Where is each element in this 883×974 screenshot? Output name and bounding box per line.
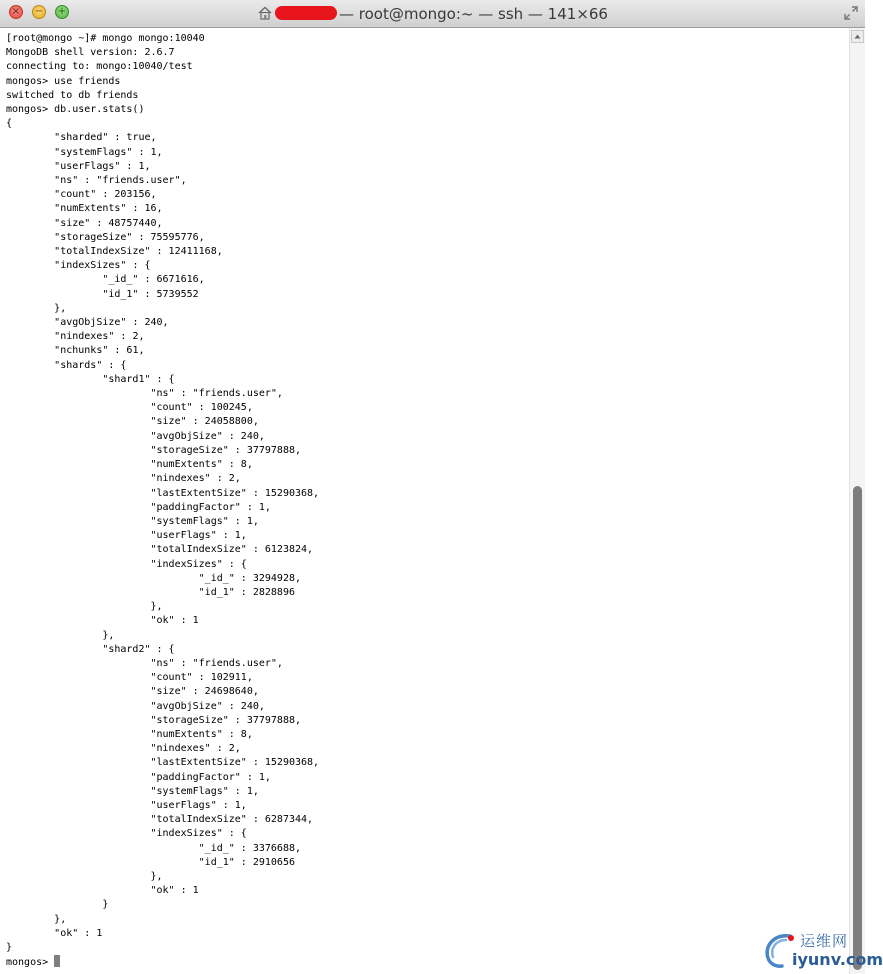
watermark xyxy=(760,928,883,972)
terminal-line: }, xyxy=(6,870,163,882)
vertical-scrollbar[interactable] xyxy=(849,28,865,974)
terminal-line: "_id_" : 6671616, xyxy=(6,274,205,286)
terminal-line: "userFlags" : 1, xyxy=(6,530,247,542)
terminal-line: "ok" : 1 xyxy=(6,885,199,897)
window-title xyxy=(0,0,865,28)
home-icon xyxy=(257,5,273,21)
terminal-line: "shards" : { xyxy=(6,359,127,371)
terminal-line: "storageSize" : 37797888, xyxy=(6,444,302,456)
terminal-lines xyxy=(6,33,319,953)
terminal-line: switched to db friends xyxy=(6,89,139,101)
terminal-line: "storageSize" : 37797888, xyxy=(6,714,302,726)
terminal-line: "size" : 24698640, xyxy=(6,686,259,698)
terminal-line: "numExtents" : 8, xyxy=(6,728,253,740)
terminal-line: "userFlags" : 1, xyxy=(6,160,151,172)
terminal-line: "indexSizes" : { xyxy=(6,260,151,272)
terminal-line: "avgObjSize" : 240, xyxy=(6,430,265,442)
zoom-icon: + xyxy=(57,6,67,17)
terminal-line: MongoDB shell version: 2.6.7 xyxy=(6,47,175,59)
scrollbar-thumb[interactable] xyxy=(853,486,862,970)
terminal-line: "shard2" : { xyxy=(6,643,175,655)
terminal-line: "userFlags" : 1, xyxy=(6,799,247,811)
terminal-line: "nindexes" : 2, xyxy=(6,743,241,755)
terminal-line: "sharded" : true, xyxy=(6,132,157,144)
terminal-line: "id_1" : 2828896 xyxy=(6,586,295,598)
watermark-bottom-text: iyunv.com xyxy=(792,950,883,969)
terminal-line: "totalIndexSize" : 6287344, xyxy=(6,814,314,826)
terminal-line: "indexSizes" : { xyxy=(6,828,247,840)
terminal-line: "id_1" : 2910656 xyxy=(6,856,295,868)
terminal-line: "ok" : 1 xyxy=(6,927,103,939)
terminal-line: mongos> use friends xyxy=(6,75,121,87)
terminal-line: "systemFlags" : 1, xyxy=(6,515,259,527)
terminal-line: } xyxy=(6,942,13,953)
terminal-line: "systemFlags" : 1, xyxy=(6,146,163,158)
terminal-line: "paddingFactor" : 1, xyxy=(6,771,271,783)
terminal-line: "avgObjSize" : 240, xyxy=(6,700,265,712)
watermark-top-text: 运维网 xyxy=(800,932,849,950)
terminal-line: "numExtents" : 8, xyxy=(6,459,253,471)
terminal-line: "shard1" : { xyxy=(6,373,175,385)
terminal-line: "systemFlags" : 1, xyxy=(6,785,259,797)
terminal-line: "count" : 203156, xyxy=(6,189,157,201)
terminal-line: "ok" : 1 xyxy=(6,615,199,627)
terminal-line: "nchunks" : 61, xyxy=(6,345,145,357)
terminal-line: connecting to: mongo:10040/test xyxy=(6,61,193,73)
minimize-icon: − xyxy=(34,6,44,17)
terminal-line: mongos> db.user.stats() xyxy=(6,104,145,116)
terminal-line: "nindexes" : 2, xyxy=(6,473,241,485)
terminal-line: "avgObjSize" : 240, xyxy=(6,317,169,329)
terminal-line: "_id_" : 3294928, xyxy=(6,572,302,584)
terminal-line: { xyxy=(6,118,13,130)
title-bar[interactable] xyxy=(0,0,865,28)
terminal-prompt: mongos> xyxy=(6,957,55,969)
scroll-up-arrow-icon[interactable] xyxy=(851,30,864,43)
terminal-line: [root@mongo ~]# mongo mongo:10040 xyxy=(6,33,205,44)
terminal-content[interactable] xyxy=(0,28,849,974)
terminal-line: }, xyxy=(6,302,67,314)
terminal-line: "size" : 48757440, xyxy=(6,217,163,229)
terminal-line: "lastExtentSize" : 15290368, xyxy=(6,757,320,769)
terminal-line: } xyxy=(6,899,109,911)
terminal-line: "size" : 24058800, xyxy=(6,416,259,428)
terminal-line: "count" : 100245, xyxy=(6,402,253,414)
terminal-line: "totalIndexSize" : 12411168, xyxy=(6,246,223,258)
terminal-line: "numExtents" : 16, xyxy=(6,203,163,215)
terminal-line: "count" : 102911, xyxy=(6,672,253,684)
terminal-line: "totalIndexSize" : 6123824, xyxy=(6,544,314,556)
terminal-line: }, xyxy=(6,629,115,641)
redacted-host xyxy=(275,6,337,20)
terminal-line: }, xyxy=(6,601,163,613)
terminal-line: "id_1" : 5739552 xyxy=(6,288,199,300)
terminal-line: "ns" : "friends.user", xyxy=(6,388,283,400)
close-icon: × xyxy=(11,6,21,17)
terminal-line: "_id_" : 3376688, xyxy=(6,842,302,854)
window-title-text: — root@mongo:~ — ssh — 141×66 xyxy=(339,5,608,23)
terminal-line: "paddingFactor" : 1, xyxy=(6,501,271,513)
terminal-line: "indexSizes" : { xyxy=(6,558,247,570)
terminal-line: "storageSize" : 75595776, xyxy=(6,231,205,243)
terminal-line: "nindexes" : 2, xyxy=(6,331,145,343)
terminal-line: "lastExtentSize" : 15290368, xyxy=(6,487,320,499)
terminal-line: "ns" : "friends.user", xyxy=(6,175,187,187)
fullscreen-icon[interactable] xyxy=(843,5,859,21)
terminal-output xyxy=(0,28,849,970)
terminal-line: "ns" : "friends.user", xyxy=(6,657,283,669)
terminal-line: }, xyxy=(6,913,67,925)
text-cursor xyxy=(54,955,60,967)
